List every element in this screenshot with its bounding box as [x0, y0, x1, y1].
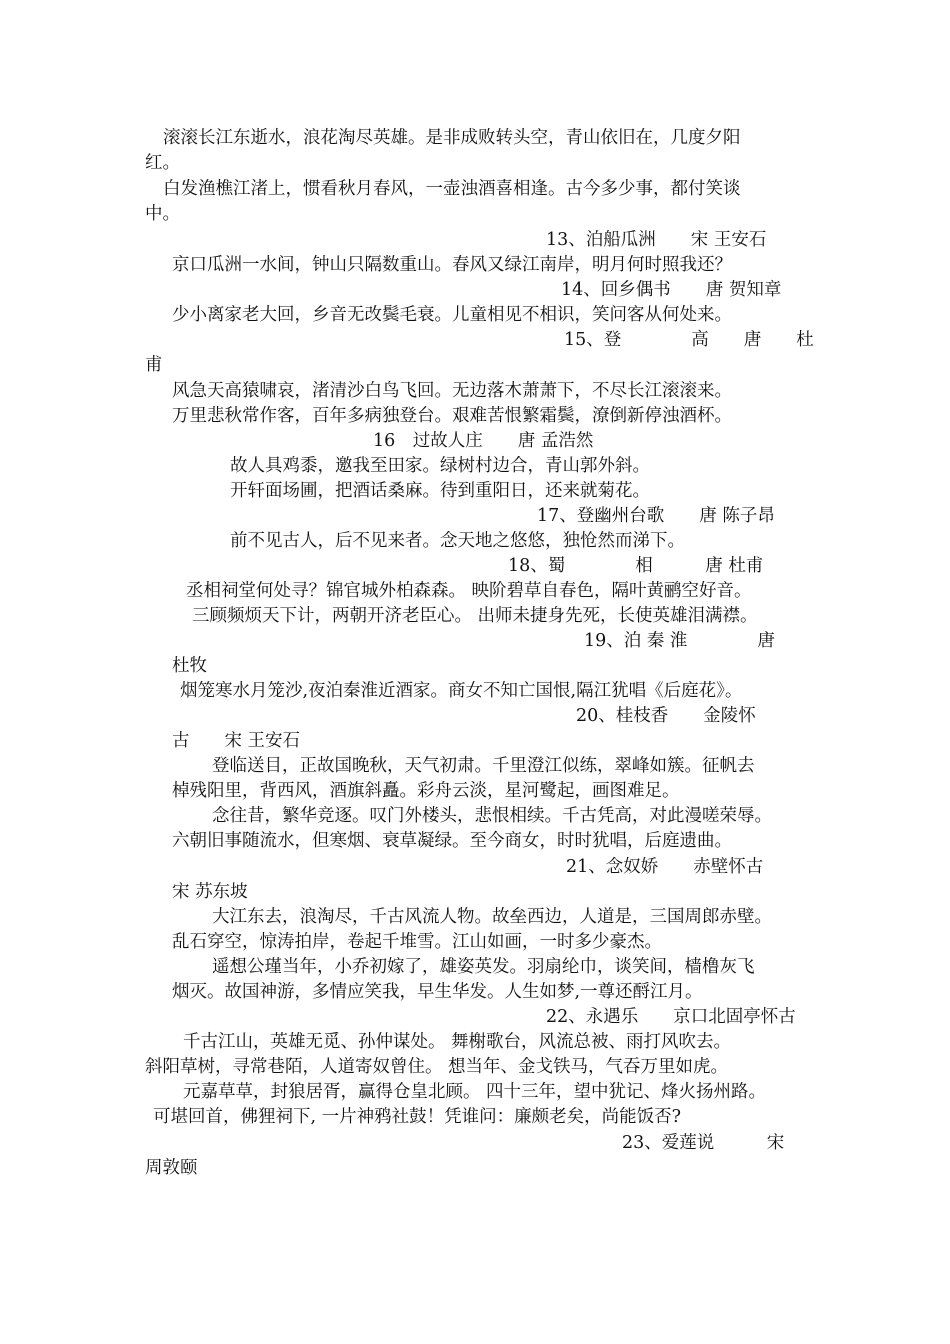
poem-heading: 20、桂枝香 金陵怀	[576, 706, 756, 726]
poem-heading: 17、登幽州台歌 唐 陈子昂	[537, 506, 775, 526]
text-line: 前不见古人，后不见来者。念天地之悠悠，独怆然而涕下。	[230, 531, 685, 551]
text-line: 红。	[145, 153, 180, 173]
poem-heading: 14、回乡偶书 唐 贺知章	[561, 280, 782, 300]
text-line: 六朝旧事随流水，但寒烟、衰草凝绿。至今商女，时时犹唱，后庭遗曲。	[172, 831, 732, 851]
text-line: 风急天高猿啸哀，渚清沙白鸟飞回。无边落木萧萧下，不尽长江滚滚来。	[172, 381, 732, 401]
text-line: 烟笼寒水月笼沙,夜泊秦淮近酒家。商女不知亡国恨,隔江犹唱《后庭花》。	[180, 681, 743, 701]
text-line: 烟灭。故国神游，多情应笑我，早生华发。人生如梦,一尊还酹江月。	[172, 982, 703, 1002]
text-line: 大江东去，浪淘尽，千古风流人物。故垒西边，人道是，三国周郎赤壁。	[212, 907, 772, 927]
text-line: 中。	[145, 204, 180, 224]
text-line: 登临送目，正故国晚秋，天气初肃。千里澄江似练，翠峰如簇。征帆去	[212, 756, 755, 776]
text-line: 滚滚长江东逝水，浪花淘尽英雄。是非成败转头空，青山依旧在，几度夕阳	[163, 128, 741, 148]
text-line: 周敦颐	[145, 1158, 198, 1178]
text-line: 斜阳草树，寻常巷陌，人道寄奴曾住。 想当年、金戈铁马，气吞万里如虎。	[145, 1057, 729, 1077]
poem-heading: 23、爱莲说 宋	[622, 1133, 785, 1153]
poem-heading: 21、念奴娇 赤壁怀古	[566, 857, 764, 877]
text-line: 棹残阳里，背西风，酒旗斜矗。彩舟云淡，星河鹭起，画图难足。	[172, 781, 680, 801]
text-line: 古 宋 王安石	[172, 731, 301, 751]
text-line: 杜牧	[172, 656, 207, 676]
text-line: 念往昔，繁华竞逐。叹门外楼头，悲恨相续。千古凭高，对此漫嗟荣辱。	[212, 806, 772, 826]
text-line: 遥想公瑾当年，小乔初嫁了，雄姿英发。羽扇纶巾，谈笑间，樯橹灰飞	[212, 957, 755, 977]
poem-heading: 16 过故人庄 唐 孟浩然	[373, 431, 594, 451]
poem-heading: 18、蜀 相 唐 杜甫	[508, 556, 764, 576]
text-line: 千古江山，英雄无觅、孙仲谋处。 舞榭歌台，风流总被、雨打风吹去。	[183, 1032, 732, 1052]
text-line: 丞相祠堂何处寻？锦官城外柏森森。 映阶碧草自春色，隔叶黄鹂空好音。	[186, 581, 752, 601]
text-line: 宋 苏东坡	[172, 882, 248, 902]
text-line: 故人具鸡黍，邀我至田家。绿树村边合，青山郭外斜。	[230, 456, 650, 476]
text-line: 甫	[145, 355, 163, 375]
text-line: 可堪回首，佛狸祠下, 一片神鸦社鼓！凭谁问：廉颇老矣，尚能饭否?	[153, 1107, 682, 1127]
text-line: 三顾频烦天下计，两朝开济老臣心。 出师未捷身先死，长使英雄泪满襟。	[192, 606, 758, 626]
text-line: 开轩面场圃，把酒话桑麻。待到重阳日，还来就菊花。	[230, 481, 650, 501]
poem-heading: 13、泊船瓜洲 宋 王安石	[546, 230, 767, 250]
text-line: 乱石穿空，惊涛拍岸，卷起千堆雪。江山如画，一时多少豪杰。	[172, 932, 662, 952]
text-line: 京口瓜洲一水间，钟山只隔数重山。春风又绿江南岸，明月何时照我还？	[172, 255, 732, 275]
text-line: 元嘉草草，封狼居胥，赢得仓皇北顾。 四十三年，望中犹记、烽火扬州路。	[183, 1082, 767, 1102]
poem-heading: 15、登 高 唐 杜	[564, 330, 814, 350]
poem-heading: 22、永遇乐 京口北固亭怀古	[546, 1007, 796, 1027]
text-line: 白发渔樵江渚上，惯看秋月春风，一壶浊酒喜相逢。古今多少事，都付笑谈	[163, 179, 741, 199]
text-line: 少小离家老大回，乡音无改鬓毛衰。儿童相见不相识，笑问客从何处来。	[172, 305, 732, 325]
poem-heading: 19、泊 秦 淮 唐	[584, 631, 775, 651]
text-line: 万里悲秋常作客，百年多病独登台。艰难苦恨繁霜鬓，潦倒新停浊酒杯。	[172, 406, 732, 426]
